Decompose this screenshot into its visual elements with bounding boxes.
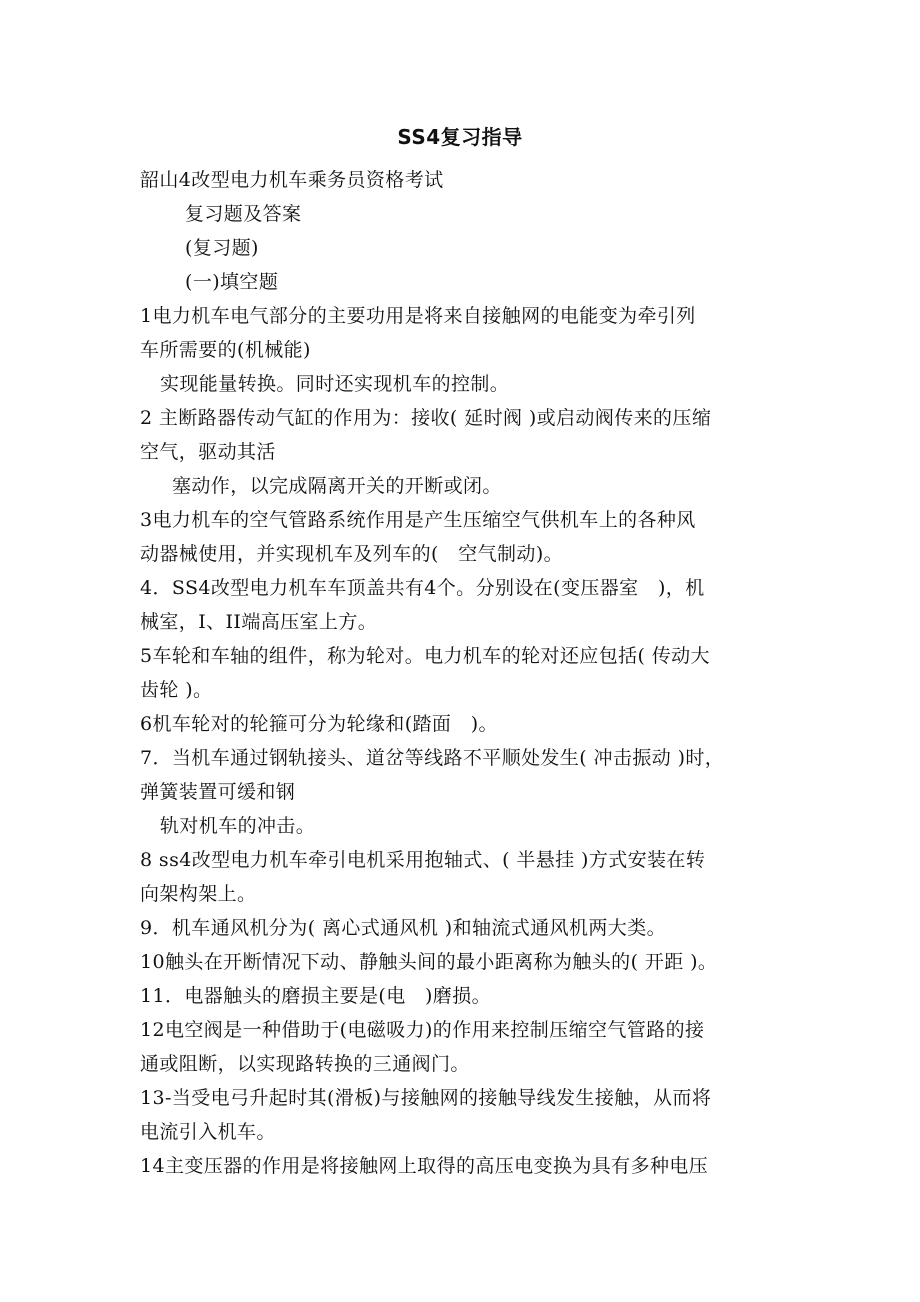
question-4-line-1: 4．SS4改型电力机车车顶盖共有4个。分别设在(变压器室 )，机 [140,577,705,599]
question-6-line-1: 6机车轮对的轮箍可分为轮缘和(踏面 )。 [140,713,498,735]
question-9-line-1: 9．机车通风机分为( 离心式通风机 )和轴流式通风机两大类。 [140,917,666,939]
text-line-section-review: (复习题) [185,237,259,259]
question-2-line-1: 2 主断路器传动气缸的作用为：接收( 延时阀 )或启动阀传来的压缩 [140,407,712,429]
question-8-line-1: 8 ss4改型电力机车牵引电机采用抱轴式、( 半悬挂 )方式安装在转 [140,849,706,871]
question-11-line-1: 11．电器触头的磨损主要是(电 )磨损。 [140,985,492,1007]
question-4-line-2: 械室，I、II端高压室上方。 [140,611,378,633]
question-13-line-1: 13-当受电弓升起时其(滑板)与接触网的接触导线发生接触，从而将 [140,1087,712,1109]
question-2-line-2: 空气，驱动其活 [140,441,276,463]
question-12-line-1: 12电空阀是一种借助于(电磁吸力)的作用来控制压缩空气管路的接 [140,1019,705,1041]
question-1-line-3: 实现能量转换。同时还实现机车的控制。 [160,373,510,395]
text-line-exam-title: 韶山4改型电力机车乘务员资格考试 [140,169,444,191]
question-2-line-3: 塞动作，以完成隔离开关的开断或闭。 [172,475,502,497]
text-line-section-fill-blank: (一)填空题 [185,271,279,293]
question-7-line-2: 弹簧装置可缓和钢 [140,781,296,803]
question-7-line-3: 轨对机车的冲击。 [160,815,316,837]
question-14-line-1: 14主变压器的作用是将接触网上取得的高压电变换为具有多种电压 [140,1155,709,1177]
text-line-subtitle: 复习题及答案 [185,203,302,225]
document-title: SS4复习指导 [397,125,523,149]
question-1-line-1: 1电力机车电气部分的主要功用是将来自接触网的电能变为牵引列 [140,305,696,327]
question-3-line-2: 动器械使用，并实现机车及列车的( 空气制动)。 [140,543,564,565]
question-1-line-2: 车所需要的(机械能) [140,339,311,361]
question-5-line-1: 5车轮和车轴的组件，称为轮对。电力机车的轮对还应包括( 传动大 [140,645,710,667]
question-12-line-2: 通或阻断，以实现路转换的三通阀门。 [140,1053,470,1075]
question-7-line-1: 7．当机车通过钢轨接头、道岔等线路不平顺处发生( 冲击振动 )时， [140,747,725,769]
question-8-line-2: 向架构架上。 [140,883,257,905]
question-13-line-2: 电流引入机车。 [140,1121,276,1143]
question-3-line-1: 3电力机车的空气管路系统作用是产生压缩空气供机车上的各种风 [140,509,696,531]
question-5-line-2: 齿轮 )。 [140,679,213,701]
question-10-line-1: 10触头在开断情况下动、静触头间的最小距离称为触头的( 开距 )。 [140,951,718,973]
